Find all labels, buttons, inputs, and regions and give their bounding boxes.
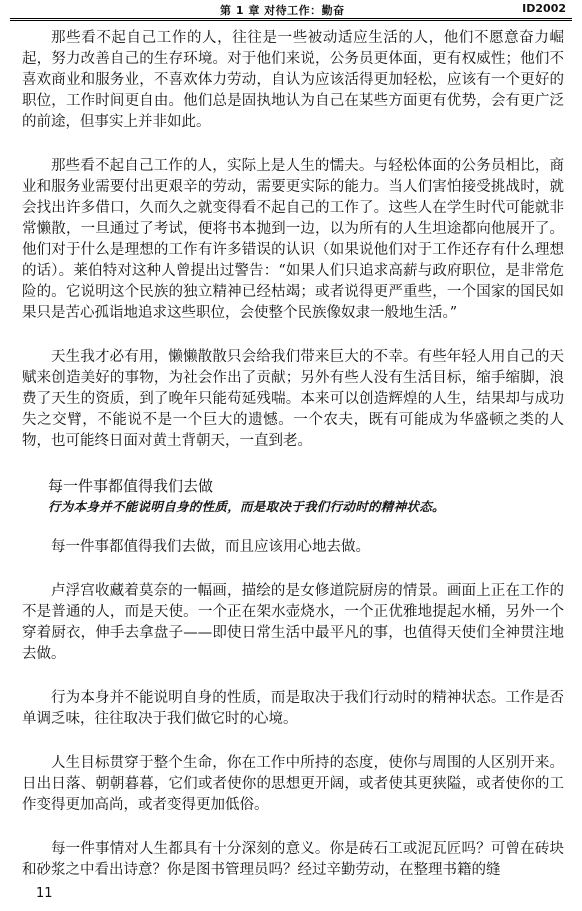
- paragraph: 天生我才必有用，懒懒散散只会给我们带来巨大的不幸。有些年轻人用自己的天赋来创造美好的事物，为社会作出了贡献；另外有些人没有生活目标，缩手缩脚，浪费了天生的资质，到了晚年只能苟延残喘。本来可以创造辉煌的人生，结果却与成功失之交臂，不能说不是一个巨大的遗憾。一个农夫，既有可能成为华盛顿之类的人物，也可能终日面对黄土背朝天，一直到老。: [22, 349, 564, 449]
- section-title: 每一件事都值得我们去做: [48, 477, 214, 495]
- document-id: ID2002: [522, 2, 566, 15]
- paragraph: 行为本身并不能说明自身的性质，而是取决于我们行动时的精神状态。工作是否单调乏味，往往取决于我们做它时的心境。: [22, 690, 564, 727]
- paragraph: 卢浮宫收藏着莫奈的一幅画，描绘的是女修道院厨房的情景。画面上正在工作的不是普通的人，而是天使。一个正在架水壶烧水，一个正优雅地提起水桶，另外一个穿着厨衣，伸手去拿盘子——即使日常生活中最平凡的事，也值得天使们全神贯注地去做。: [22, 583, 564, 662]
- page-body: [22, 28, 564, 904]
- paragraph: 那些看不起自己工作的人，往往是一些被动适应生活的人，他们不愿意奋力崛起，努力改善自己的生存环境。对于他们来说，公务员更体面，更有权威性；他们不喜欢商业和服务业，不喜欢体力劳动，自认为应该活得更加轻松，应该有一个更好的职位，工作时间更自由。他们总是固执地认为自己在某些方面更有优势，会有更广泛的前途，但事实上并非如此。: [22, 30, 564, 130]
- chapter-title: 第 1 章 对待工作：勤奋: [220, 4, 345, 17]
- page-number: 11: [36, 886, 53, 901]
- paragraph: 每一件事情对人生都具有十分深刻的意义。你是砖石工或泥瓦匠吗？可曾在砖块和砂浆之中看出诗意？你是图书管理员吗？经过辛勤劳动，在整理书籍的缝: [22, 841, 564, 878]
- paragraph: 人生目标贯穿于整个生命，你在工作中所持的态度，使你与周围的人区别开来。日出日落、朝朝暮暮，它们或者使你的思想更开阔，或者使其更狭隘，或者使你的工作变得更加高尚，或者变得更加低俗。: [22, 755, 564, 813]
- page-header: [0, 0, 582, 20]
- paragraph: 那些看不起自己工作的人，实际上是人生的懦夫。与轻松体面的公务员相比，商业和服务业需要付出更艰辛的劳动，需要更实际的能力。当人们害怕接受挑战时，就会找出许多借口，久而久之就变得看不起自己的工作了。这些人在学生时代可能就非常懒散，一旦通过了考试，便将书本抛到一边，以为所有的人生坦途都向他展开了。他们对于什么是理想的工作有许多错误的认识（如果说他们对于工作还存有什么理想的话）。莱伯特对这种人曾提出过警告：“如果人们只追求高薪与政府职位，是非常危险的。它说明这个民族的独立精神已经枯竭；或者说得更严重些，一个国家的国民如果只是苦心孤诣地追求这些职位，会使整个民族像奴隶一般地生活。”: [22, 158, 564, 321]
- paragraph: 每一件事都值得我们去做，而且应该用心地去做。: [51, 539, 370, 555]
- header-rule: [10, 18, 572, 21]
- section-subtitle: 行为本身并不能说明自身的性质，而是取决于我们行动时的精神状态。: [48, 499, 445, 514]
